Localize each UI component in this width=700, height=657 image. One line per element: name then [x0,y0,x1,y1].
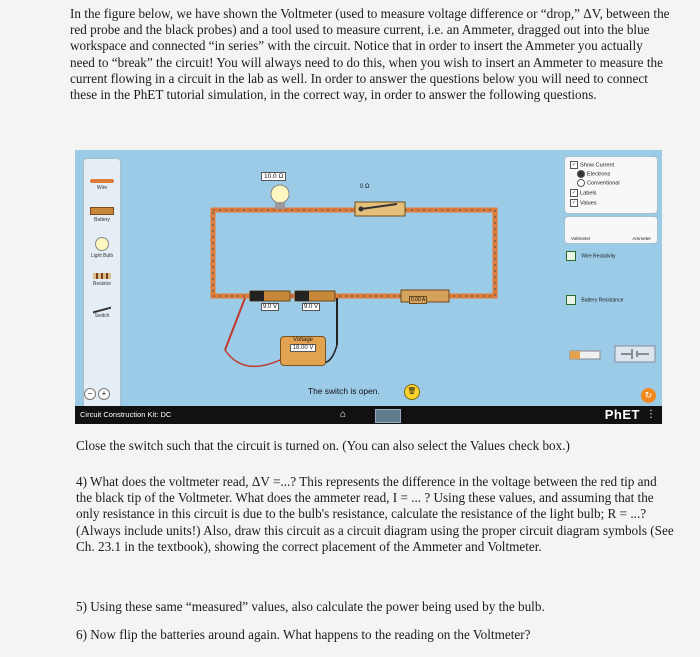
ammeter-reading: 0.00 A [411,297,426,303]
battery1-voltage-label: 9.0 V [263,304,278,310]
wire-icon [90,179,114,183]
wire-icon-tip [570,351,580,359]
toolbox-light-bulb[interactable]: Light Bulb [84,237,120,259]
wire-resistivity-control[interactable]: Wire Resistivity [566,251,658,261]
toolbox-wire[interactable]: Wire [84,179,120,191]
switch-icon [93,301,111,314]
electrons-radio[interactable]: Electrons [577,170,610,178]
conventional-radio[interactable]: Conventional [577,179,620,187]
labels-checkbox[interactable]: ✓ Labels [571,190,597,197]
light-bulb[interactable] [271,185,289,209]
navigation-bar [75,406,662,424]
voltmeter[interactable]: Voltage 18.00 V [280,336,326,366]
intro-paragraph: In the figure below, we have shown the Voltmeter (used to measure voltage difference or “drop,” ΔV, between the red probe and the black probes) and a tool used to measure current, i.e. an Ammeter, dragged out into the blue workspace and connected “in series” with the circuit. Notice that in order to insert the Ammeter you actually need to “break” the circuit! You will always need to do this, when you wish to insert an Ammeter to measure the current flowing in a circuit in the lab as well. In order to answer the questions below you will need to connect these in the PhET tutorial simulation, in the correct way, in order to answer the following questions. [70,6,670,103]
question-4: 4) What does the voltmeter read, ΔV =...? This represents the difference in the voltage between the red tip and the black tip of the Voltmeter. What does the ammeter read, I = ... ? Using these values, and assuming that the only resistance in this circuit is due to the bulb's resistance, calculate the resistance of the light bulb; R = ...? (Always include units!) Also, draw this circuit as a circuit diagram using the proper circuit diagram symbols (See Ch. 23.1 in the textbook), showing the correct placement of the Ammeter and Voltmeter. [76,474,674,554]
home-icon[interactable]: ⌂ [340,409,347,420]
trash-icon[interactable]: 🗑 [404,384,420,400]
question-5: 5) Using these same “measured” values, also calculate the power being used by the bulb. [76,599,545,614]
zoom-in-icon[interactable]: + [98,388,110,400]
zoom-out-icon[interactable]: − [84,388,96,400]
checkmark-icon: ✓ [571,162,577,168]
component-toolbox [83,158,121,410]
expand-toggle[interactable] [566,295,576,305]
toolbox-resistor[interactable]: Resistor [84,273,120,287]
screen-thumbnail[interactable] [375,409,401,423]
switch-component[interactable] [355,202,405,216]
close-switch-instruction: Close the switch such that the circuit is turned on. (You can also select the Values check box.) [76,438,570,453]
bulb-resistance-label: 10.0 Ω [261,172,286,181]
schematic-toggle-icon[interactable] [615,346,655,362]
wire-texture [213,210,495,296]
sensor-toolbox: Voltmeter Ammeter [564,216,658,244]
checkmark-icon: ✓ [571,200,577,206]
question-6: 6) Now flip the batteries around again. What happens to the reading on the Voltmeter? [76,627,531,642]
phet-simulation[interactable] [75,150,662,424]
voltmeter-reading: 18.00 V [290,344,317,352]
checkmark-icon: ✓ [571,190,577,196]
display-controls-panel [564,156,658,214]
phet-logo[interactable]: PhET [604,407,640,422]
toolbox-battery[interactable]: Battery [84,207,120,223]
show-current-checkbox[interactable]: ✓ Show Current [571,162,615,169]
battery-2[interactable] [295,291,335,301]
light-bulb-icon [95,237,109,251]
voltmeter-red-probe[interactable] [225,298,245,350]
toolbox-switch[interactable]: Switch [84,303,120,319]
sim-title: Circuit Construction Kit: DC [80,410,172,419]
reset-all-icon[interactable]: ↻ [641,388,656,403]
switch-resistance-label: 0 Ω [360,184,370,190]
menu-icon[interactable]: ⋮ [646,409,656,420]
battery2-voltage-label: 9.0 V [304,304,319,310]
expand-toggle[interactable] [566,251,576,261]
switch-status-text: The switch is open. [308,386,380,396]
circuit-wire-loop[interactable] [213,210,495,296]
battery-1[interactable] [250,291,290,301]
resistor-icon [93,273,111,279]
values-checkbox[interactable]: ✓ Values [571,200,597,207]
battery-resistance-control[interactable]: Battery Resistance [566,295,658,305]
battery-icon [90,207,114,215]
